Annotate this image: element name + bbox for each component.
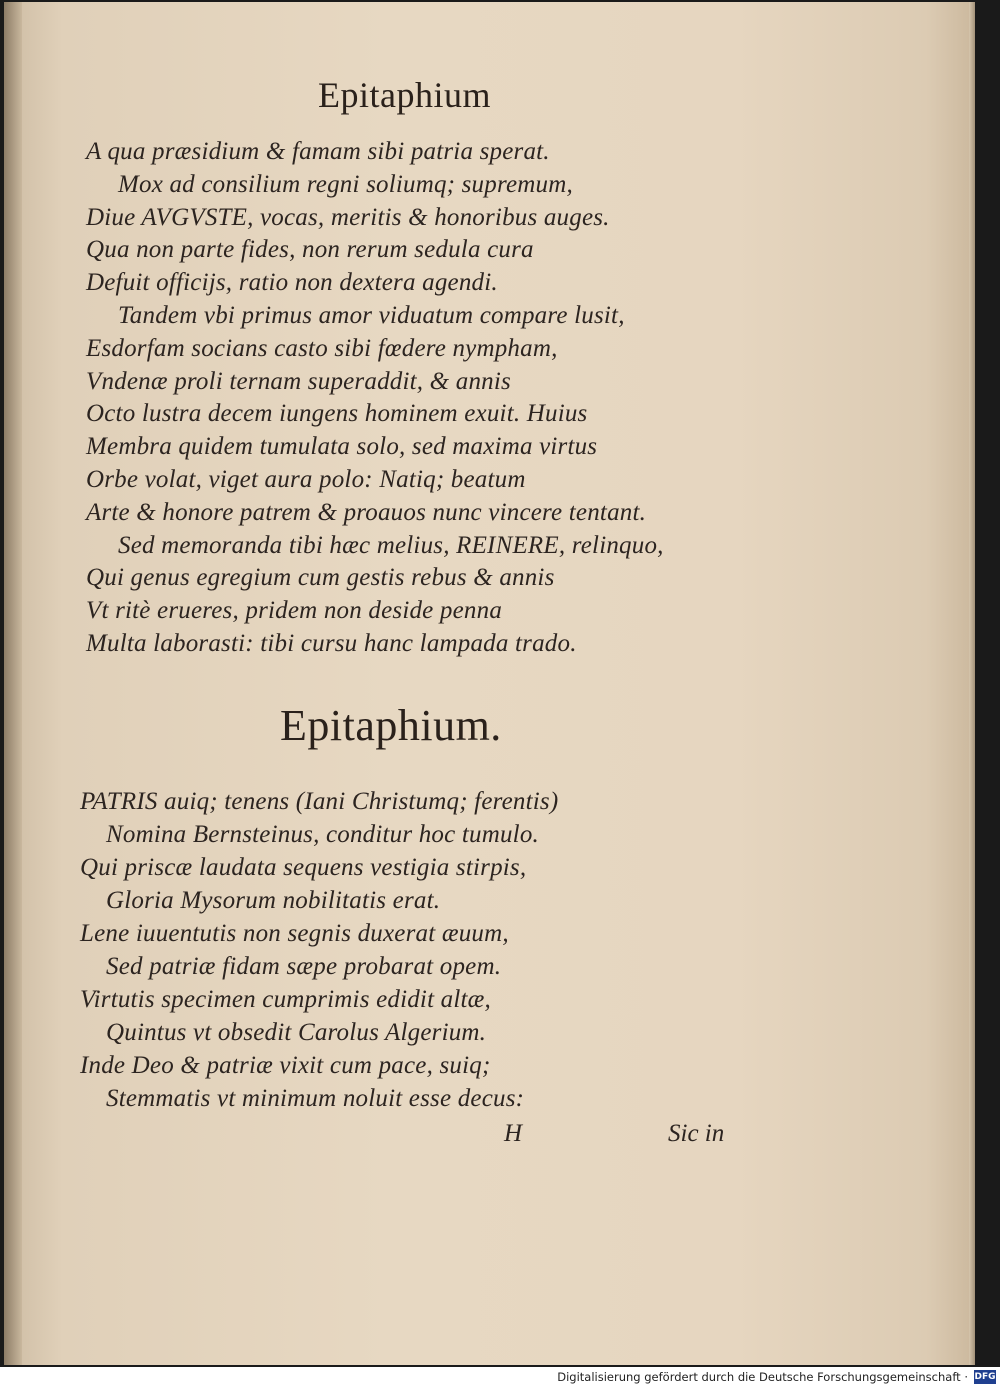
signature-mark: H	[504, 1120, 523, 1147]
poem-line: Nomina Bernsteinus, conditur hoc tumulo.	[106, 821, 539, 848]
poem-line: Orbe volat, viget aura polo: Natiq; beatum	[86, 466, 526, 493]
heading-epitaphium-2: Epitaphium.	[280, 701, 502, 750]
poem-line: A qua præsidium & famam sibi patria sperat.	[86, 138, 550, 165]
poem-line: Diue AVGVSTE, vocas, meritis & honoribus auges.	[86, 204, 610, 231]
poem-line: Qui priscæ laudata sequens vestigia stirpis,	[80, 854, 527, 881]
poem-line: Membra quidem tumulata solo, sed maxima virtus	[86, 433, 598, 460]
poem-line: Vndenæ proli ternam superaddit, & annis	[86, 368, 511, 395]
funding-credit: Digitalisierung gefördert durch die Deutsche Forschungsgemeinschaft ·	[557, 1370, 968, 1384]
poem-line: Defuit officijs, ratio non dextera agendi.	[86, 269, 498, 296]
page-gutter	[4, 2, 22, 1365]
poem-line: Esdorfam socians casto sibi fœdere nympham,	[86, 335, 558, 362]
credit-bar	[0, 1367, 1000, 1389]
poem-line: Mox ad consilium regni soliumq; supremum,	[118, 171, 573, 198]
poem-line: Sed memoranda tibi hæc melius, REINERE, relinquo,	[118, 532, 664, 559]
poem-line: Qui genus egregium cum gestis rebus & annis	[86, 564, 555, 591]
heading-epitaphium: Epitaphium	[318, 75, 491, 115]
poem-line: Vt ritè erueres, pridem non deside penna	[86, 597, 503, 624]
poem-line: Arte & honore patrem & proauos nunc vincere tentant.	[86, 499, 647, 526]
dfg-logo: DFG	[974, 1372, 996, 1382]
catchword: Sic in	[668, 1120, 725, 1147]
poem-line: Stemmatis vt minimum noluit esse decus:	[106, 1085, 525, 1112]
poem-line: Virtutis specimen cumprimis edidit altæ,	[80, 986, 491, 1013]
poem-line: Gloria Mysorum nobilitatis erat.	[106, 887, 441, 914]
poem-line: Tandem vbi primus amor viduatum compare lusit,	[118, 302, 625, 329]
poem-line: Quintus vt obsedit Carolus Algerium.	[106, 1019, 487, 1046]
poem-line: Lene iuuentutis non segnis duxerat æuum,	[80, 920, 509, 947]
poem-line: PATRIS auiq; tenens (Iani Christumq; ferentis)	[80, 788, 559, 815]
poem-line: Multa laborasti: tibi cursu hanc lampada trado.	[86, 630, 577, 657]
book-page	[4, 2, 975, 1365]
poem-line: Inde Deo & patriæ vixit cum pace, suiq;	[80, 1052, 491, 1079]
poem-line: Octo lustra decem iungens hominem exuit. Huius	[86, 400, 588, 427]
poem-line: Sed patriæ fidam sæpe probarat opem.	[106, 953, 502, 980]
poem-line: Qua non parte fides, non rerum sedula cura	[86, 236, 534, 263]
page-edge	[969, 2, 975, 1365]
